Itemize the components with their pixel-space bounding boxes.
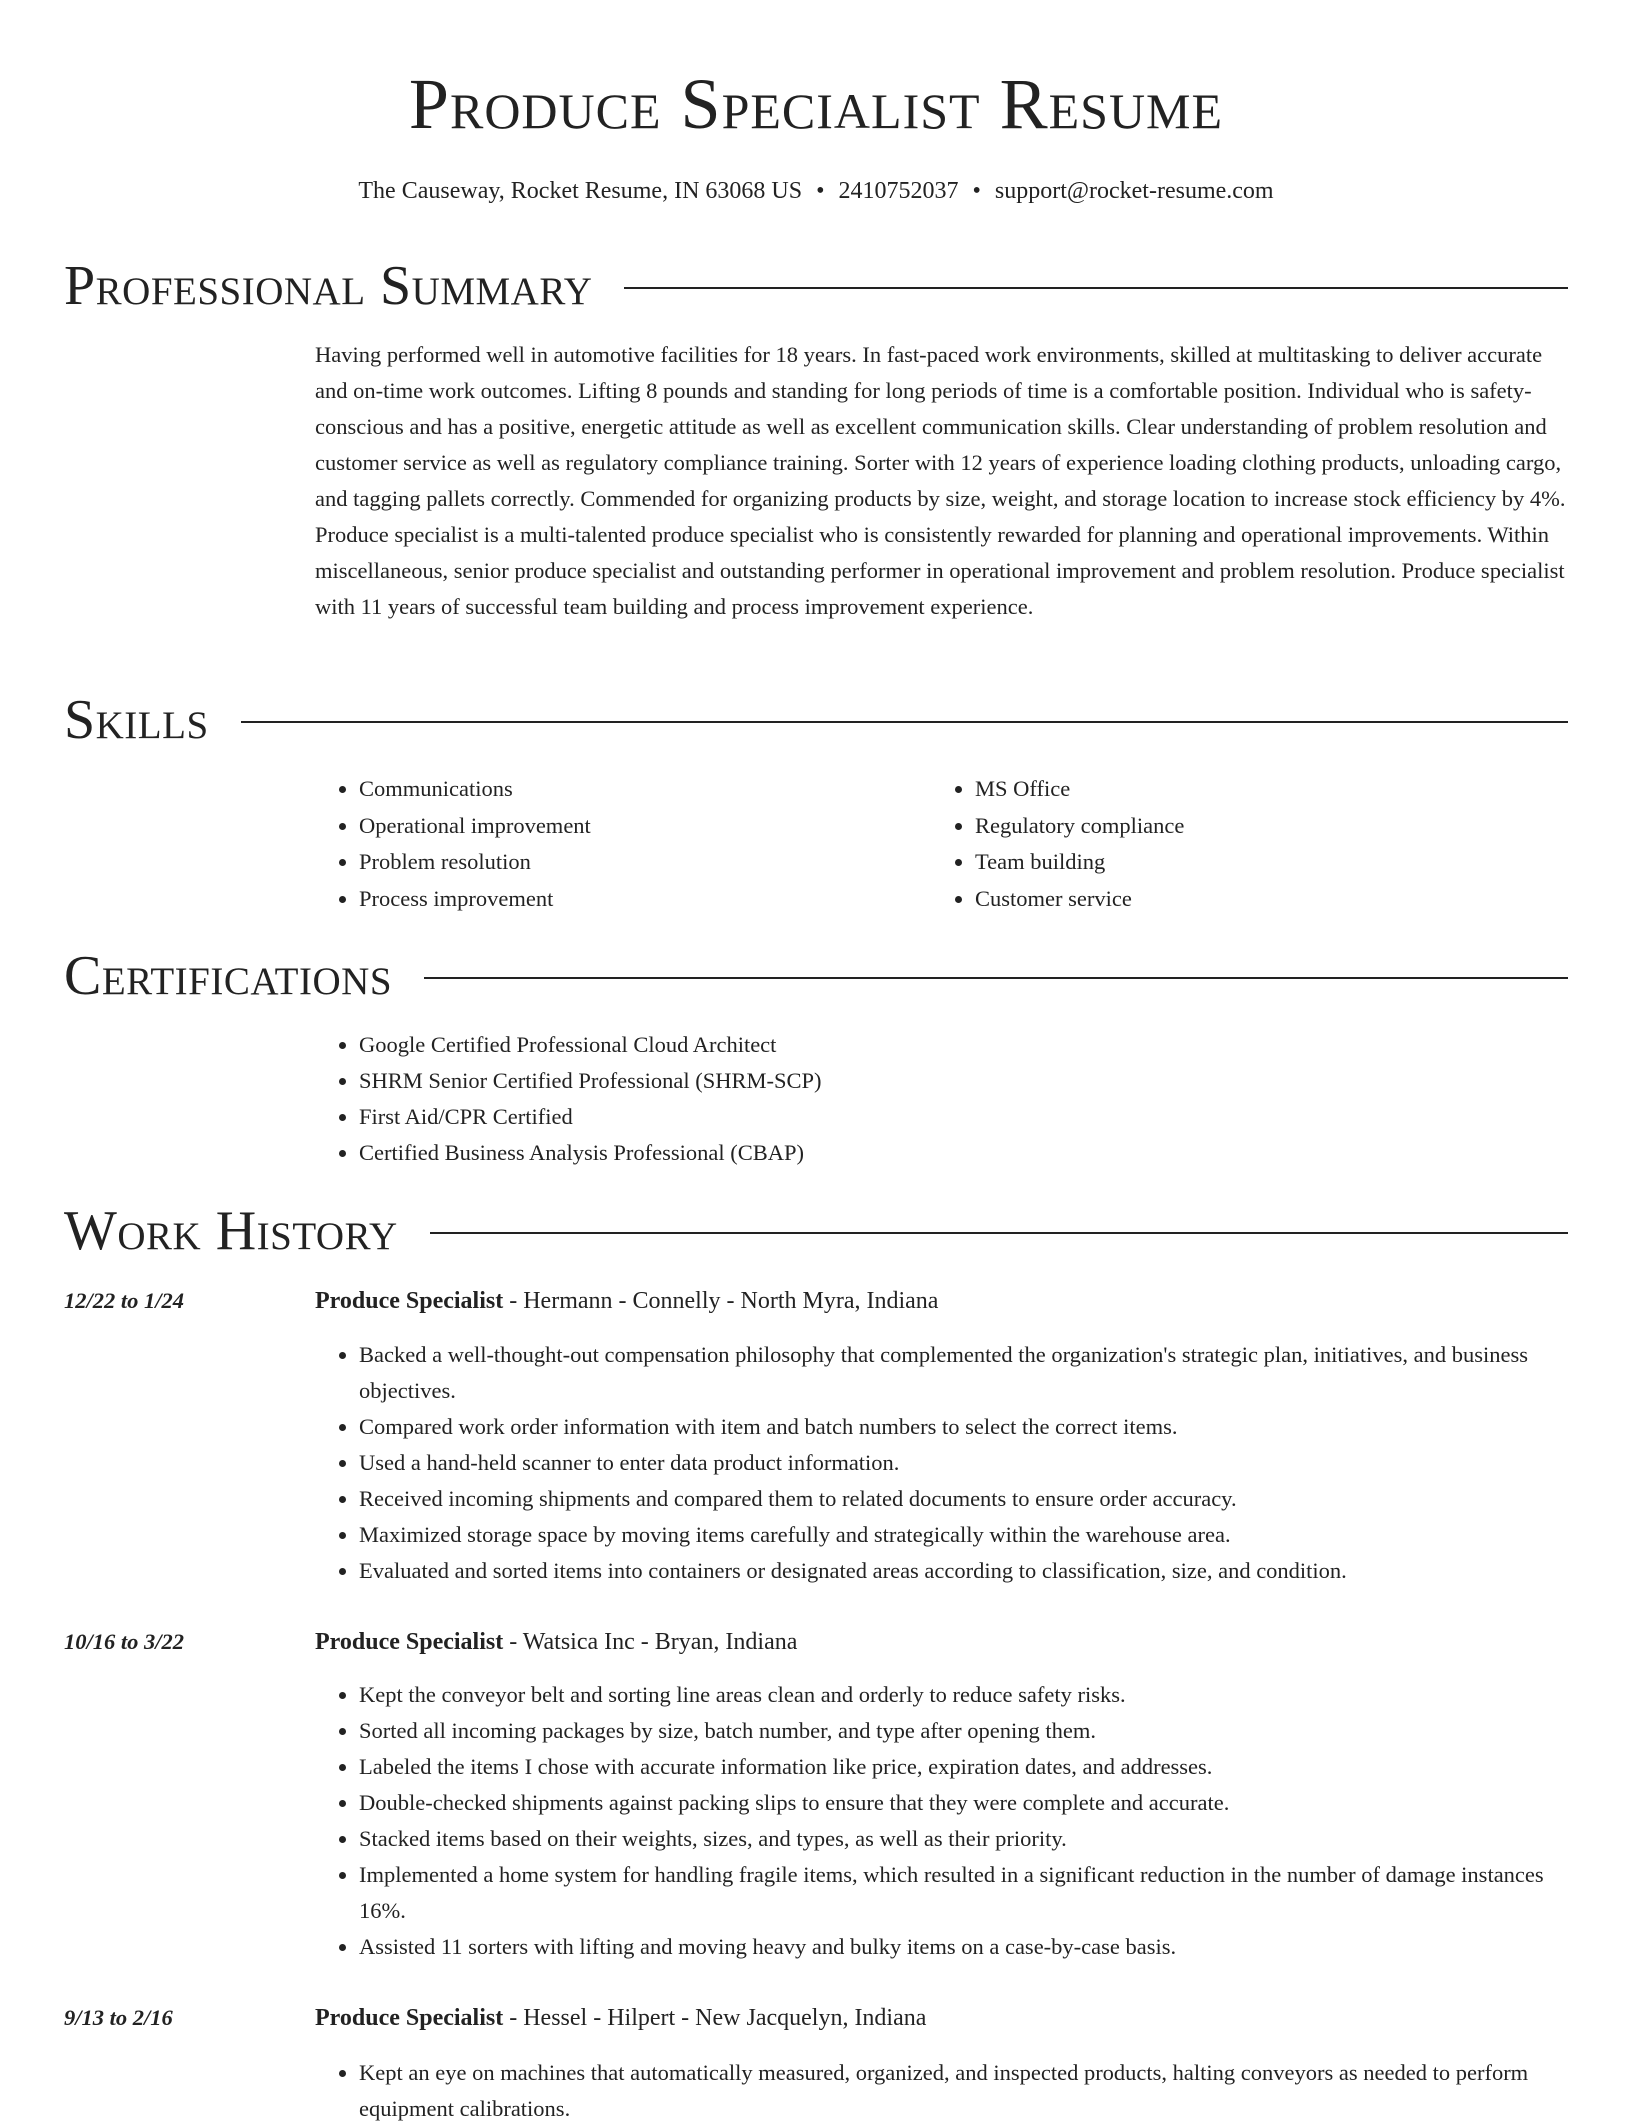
job-dates: 9/13 to 2/16: [64, 2005, 173, 2030]
job-heading: [315, 1286, 1568, 1316]
job-bullet: • Implemented a home system for handling fragile items, which resulted in a significant reduction in the number of damage instances 16%.: [359, 1857, 1568, 1929]
section-header-certifications: [64, 944, 1568, 1008]
job-dates: 10/16 to 3/22: [64, 1629, 185, 1654]
skill-item: • Communications: [359, 771, 915, 808]
job-title: Produce Specialist: [315, 1629, 504, 1655]
skills-list-right: [931, 771, 1531, 917]
section-header-skills: [64, 688, 1568, 752]
job-bullet: • Maximized storage space by moving items carefully and strategically within the warehouse area.: [359, 1517, 1568, 1553]
contact-separator: •: [972, 178, 981, 204]
section-divider: [424, 977, 1568, 979]
job-bullets: [315, 1337, 1568, 1589]
certification-item: • SHRM Senior Certified Professional (SHRM-SCP): [359, 1063, 1568, 1099]
job-bullet: • Kept the conveyor belt and sorting line areas clean and orderly to reduce safety risks.: [359, 1677, 1568, 1713]
job-bullets: [315, 1677, 1568, 1965]
resume-page: [64, 0, 1568, 2121]
certifications-list: [315, 1027, 1568, 1171]
skill-item: • Regulatory compliance: [975, 808, 1531, 845]
section-title-work-history: Work History: [64, 1200, 398, 1262]
certification-item: • Google Certified Professional Cloud Architect: [359, 1027, 1568, 1063]
skill-item: • Problem resolution: [359, 844, 915, 881]
contact-address: The Causeway, Rocket Resume, IN 63068 US: [358, 178, 803, 204]
job-employer-location: - Hermann - Connelly - North Myra, Indiana: [503, 1288, 939, 1314]
job-bullet: • Double-checked shipments against packing slips to ensure that they were complete and accurate.: [359, 1785, 1568, 1821]
section-divider: [241, 721, 1568, 723]
job-dates: 12/22 to 1/24: [64, 1288, 185, 1313]
job-bullet: • Received incoming shipments and compared them to related documents to ensure order accuracy.: [359, 1481, 1568, 1517]
job-heading: [315, 1627, 1568, 1657]
skills-list-left: [315, 771, 915, 917]
job-bullet: • Used a hand-held scanner to enter data product information.: [359, 1445, 1568, 1481]
job-bullet: • Labeled the items I chose with accurate information like price, expiration dates, and addresses.: [359, 1749, 1568, 1785]
job-bullets: [315, 2055, 1568, 2127]
job-bullet: • Stacked items based on their weights, sizes, and types, as well as their priority.: [359, 1821, 1568, 1857]
contact-separator: •: [816, 178, 825, 204]
skill-item: • Process improvement: [359, 881, 915, 918]
certification-item: • First Aid/CPR Certified: [359, 1099, 1568, 1135]
job-bullet: • Sorted all incoming packages by size, batch number, and type after opening them.: [359, 1713, 1568, 1749]
section-title-certifications: Certifications: [64, 945, 393, 1007]
job-bullet: • Assisted 11 sorters with lifting and moving heavy and bulky items on a case-by-case basis.: [359, 1929, 1568, 1965]
contact-phone: 2410752037: [838, 178, 959, 204]
job-bullet: • Compared work order information with item and batch numbers to select the correct items.: [359, 1409, 1568, 1445]
resume-title: Produce Specialist Resume: [408, 64, 1224, 144]
section-title-skills: Skills: [64, 689, 209, 751]
skill-item: • Customer service: [975, 881, 1531, 918]
summary-text: Having performed well in automotive facilities for 18 years. In fast-paced work environments, skilled at multitasking to deliver accurate and on-time work outcomes. Lifting 8 pounds and standing for long periods of time is a comfortable position. Individual who is safety-conscious and has a positive, energetic attitude as well as excellent communication skills. Clear understanding of problem resolution and customer service as well as regulatory compliance training. Sorter with 12 years of experience loading clothing products, unloading cargo, and tagging pallets correctly. Commended for organizing products by size, weight, and storage location to increase stock efficiency by 4%. Produce specialist is a multi-talented produce specialist who is consistently rewarded for planning and operational improvements. Within miscellaneous, senior produce specialist and outstanding performer in operational improvement and problem resolution. Produce specialist with 11 years of successful team building and process improvement experience.: [315, 342, 1566, 619]
section-divider: [430, 1232, 1568, 1234]
skill-item: • MS Office: [975, 771, 1531, 808]
job-title: Produce Specialist: [315, 1288, 504, 1314]
section-divider: [624, 287, 1568, 289]
skill-item: • Team building: [975, 844, 1531, 881]
section-header-summary: [64, 254, 1568, 318]
skill-item: • Operational improvement: [359, 808, 915, 845]
job-bullet: • Kept an eye on machines that automatically measured, organized, and inspected products, halting conveyors as needed to perform equipment calibrations.: [359, 2055, 1568, 2127]
job-employer-location: - Watsica Inc - Bryan, Indiana: [503, 1629, 798, 1655]
section-header-work-history: [64, 1199, 1568, 1263]
job-employer-location: - Hessel - Hilpert - New Jacquelyn, Indiana: [503, 2005, 927, 2031]
contact-line: [64, 176, 1568, 206]
job-heading: [315, 2003, 1568, 2033]
job-bullet: • Evaluated and sorted items into containers or designated areas according to classification, size, and condition.: [359, 1553, 1568, 1589]
section-title-summary: Professional Summary: [64, 255, 593, 317]
certification-item: • Certified Business Analysis Professional (CBAP): [359, 1135, 1568, 1171]
job-bullet: • Backed a well-thought-out compensation philosophy that complemented the organization's strategic plan, initiatives, and business objectives.: [359, 1337, 1568, 1409]
contact-email: support@rocket-resume.com: [994, 178, 1274, 204]
job-title: Produce Specialist: [315, 2005, 504, 2031]
